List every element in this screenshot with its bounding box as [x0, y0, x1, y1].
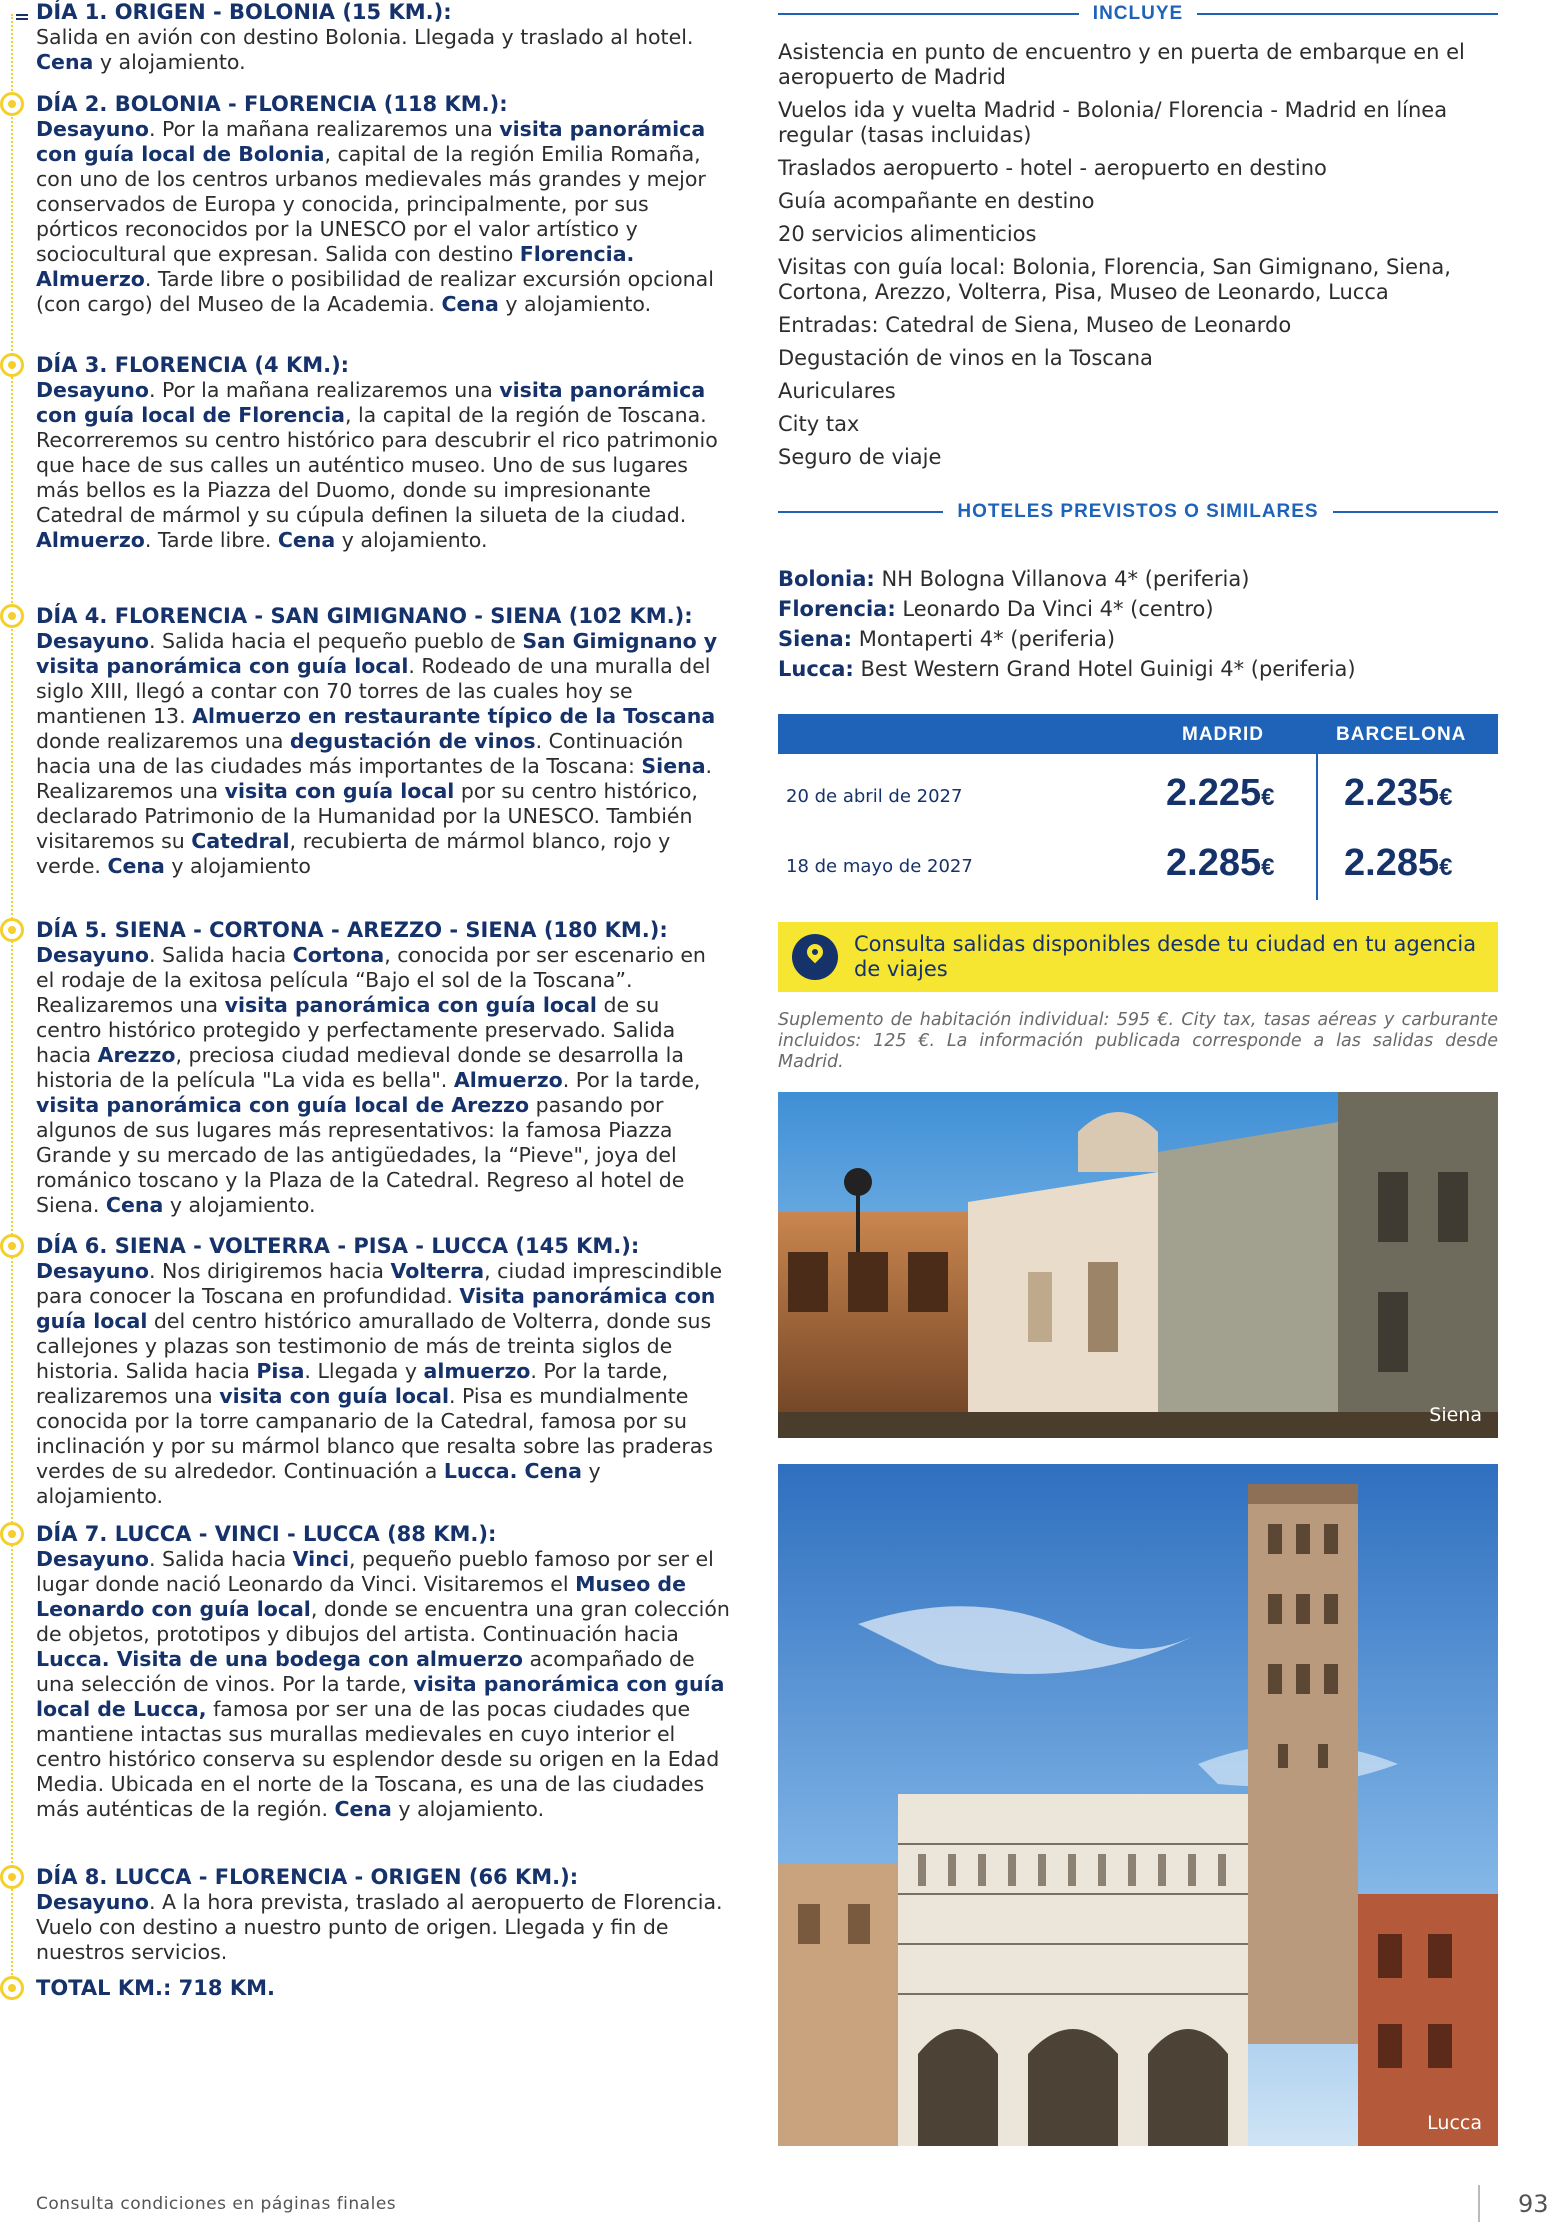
incluye-item: Vuelos ida y vuelta Madrid - Bolonia/ Florencia - Madrid en línea regular (tasas incluidas): [778, 98, 1448, 147]
hotel-row: [778, 564, 1498, 594]
incluye-item: Visitas con guía local: Bolonia, Florencia, San Gimignano, Siena, Cortona, Arezzo, Volterra, Pisa, Museo de Leonardo, Lucca: [778, 255, 1451, 304]
itinerary-day: [0, 604, 730, 879]
siena-photo: [778, 1092, 1498, 1438]
price-row: [778, 836, 1498, 896]
incluye-item: Auriculares: [778, 379, 896, 403]
consulta-text: Consulta salidas disponibles desde tu ciudad en tu agencia de viajes: [854, 932, 1477, 981]
footer-divider: [1478, 2185, 1480, 2222]
hotel-row: [778, 654, 1498, 684]
day-text: Desayuno. Salida hacia Vinci, pequeño pueblo famoso por ser el lugar donde nació Leonardo da Vinci. Visitaremos el Museo de Leonardo con guía local, donde se encuentra una gran colección de objetos, prototipos y dibujos del artista. Continuación hacia Lucca. Visita de una bodega con almuerzo acompañado de una selección de vinos. Por la tarde, visita panorámica con guía local de Lucca, famosa por ser una de las pocas ciudades que mantiene intactas sus murallas medievales en cuyo interior el centro histórico conserva su esplendor desde su origen en la Edad Media. Ubicada en el norte de la Toscana, es una de las ciudades más auténticas de la región. Cena y alojamiento.: [36, 1547, 730, 1821]
timeline-marker-icon: [0, 918, 24, 942]
day-text: Salida en avión con destino Bolonia. Llegada y traslado al hotel. Cena y alojamiento.: [36, 25, 694, 74]
price-madrid: 2.225€: [1166, 772, 1275, 814]
lucca-caption: Lucca: [1427, 2112, 1482, 2134]
timeline-marker-icon: [0, 1976, 24, 2000]
price-date: 20 de abril de 2027: [786, 786, 963, 807]
day-title: TOTAL KM.: 718 KM.: [36, 1976, 275, 2000]
day-text: Desayuno. Salida hacia Cortona, conocida por ser escenario en el rodaje de la exitosa película “Bajo el sol de la Toscana”. Realizaremos una visita panorámica con guía local de su centro histórico protegido y perfectamente preservado. Salida hacia Arezzo, preciosa ciudad medieval donde se desarrolla la historia de la película "La vida es bella". Almuerzo. Por la tarde, visita panorámica con guía local de Arezzo pasando por algunos de sus lugares más representativos: la famosa Piazza Grande y su mercado de las antigüedades, la “Pieve", joya del románico toscano y la Plaza de la Catedral. Regreso al hotel de Siena. Cena y alojamiento.: [36, 943, 706, 1217]
day-title: DÍA 6. SIENA - VOLTERRA - PISA - LUCCA (145 KM.):: [36, 1234, 640, 1258]
price-row: [778, 766, 1498, 826]
itinerary-day: [0, 1976, 730, 2001]
timeline-marker-icon: [0, 1865, 24, 1889]
itinerary-day: [0, 918, 730, 1218]
day-text: Desayuno. Salida hacia el pequeño pueblo de San Gimignano y visita panorámica con guía local. Rodeado de una muralla del siglo XIII, llegó a contar con 70 torres de las cuales hoy se mantienen 13. Almuerzo en restaurante típico de la Toscana donde realizaremos una degustación de vinos. Continuación hacia una de las ciudades más importantes de la Toscana: Siena. Realizaremos una visita con guía local por su centro histórico, declarado Patrimonio de la Humanidad por la UNESCO. También visitaremos su Catedral, recubierta de mármol blanco, rojo y verde. Cena y alojamiento: [36, 629, 718, 878]
itinerary-day: [0, 1865, 730, 1965]
itinerary-day: [0, 0, 730, 75]
hotel-name: Leonardo Da Vinci 4* (centro): [895, 597, 1214, 621]
footer-note: Consulta condiciones en páginas finales: [36, 2194, 397, 2214]
incluye-item: City tax: [778, 412, 860, 436]
hotel-name: Best Western Grand Hotel Guinigi 4* (periferia): [853, 657, 1356, 681]
day-title: DÍA 5. SIENA - CORTONA - AREZZO - SIENA (180 KM.):: [36, 918, 668, 942]
day-text: Desayuno. Por la mañana realizaremos una visita panorámica con guía local de Florencia, la capital de la región de Toscana. Recorreremos su centro histórico para descubrir el rico patrimonio que hace de sus calles un auténtico museo. Uno de sus lugares más bellos es la Piazza del Duomo, donde su impresionante Catedral de mármol y su cúpula definen la silueta de la ciudad. Almuerzo. Tarde libre. Cena y alojamiento.: [36, 378, 718, 552]
timeline-marker-icon: [0, 1522, 24, 1546]
incluye-item: Asistencia en punto de encuentro y en puerta de embarque en el aeropuerto de Madrid: [778, 40, 1465, 89]
incluye-header: [778, 0, 1498, 28]
itinerary-day: [0, 353, 730, 553]
day-title: DÍA 7. LUCCA - VINCI - LUCCA (88 KM.):: [36, 1522, 497, 1546]
price-madrid: 2.285€: [1166, 842, 1275, 884]
consulta-banner: [778, 922, 1498, 992]
siena-caption: Siena: [1429, 1404, 1482, 1426]
day-title: DÍA 4. FLORENCIA - SAN GIMIGNANO - SIENA (102 KM.):: [36, 604, 693, 628]
hotel-city: Siena:: [778, 627, 853, 651]
location-pin-icon: [792, 934, 838, 980]
right-column: [778, 0, 1498, 2134]
hotel-city: Lucca:: [778, 657, 854, 681]
incluye-item: 20 servicios alimenticios: [778, 222, 1037, 246]
incluye-item: Degustación de vinos en la Toscana: [778, 346, 1153, 370]
hotel-city: Bolonia:: [778, 567, 875, 591]
itinerary-day: [0, 1522, 730, 1822]
incluye-item: Seguro de viaje: [778, 445, 942, 469]
hotel-city: Florencia:: [778, 597, 896, 621]
price-barcelona: 2.285€: [1344, 842, 1453, 884]
incluye-heading: INCLUYE: [1092, 3, 1184, 24]
incluye-item: Entradas: Catedral de Siena, Museo de Leonardo: [778, 313, 1292, 337]
col-madrid: MADRID: [1182, 724, 1264, 745]
day-text: Desayuno. Por la mañana realizaremos una visita panorámica con guía local de Bolonia, capital de la región Emilia Romaña, con uno de los centros urbanos medievales más grandes y mejor conservados de Europa y conocida, principalmente, por sus pórticos reconocidos por la UNESCO por el valor artístico y sociocultural que expresan. Salida con destino Florencia. Almuerzo. Tarde libre o posibilidad de realizar excursión opcional (con cargo) del Museo de la Academia. Cena y alojamiento.: [36, 117, 714, 316]
price-barcelona: 2.235€: [1344, 772, 1453, 814]
hotel-name: Montaperti 4* (periferia): [852, 627, 1116, 651]
incluye-item: Guía acompañante en destino: [778, 189, 1095, 213]
hotels-list: [778, 564, 1498, 684]
hoteles-heading: HOTELES PREVISTOS O SIMILARES: [957, 501, 1319, 522]
price-date: 18 de mayo de 2027: [786, 856, 973, 877]
incluye-list: [778, 40, 1498, 470]
day-text: Desayuno. A la hora prevista, traslado al aeropuerto de Florencia. Vuelo con destino a nuestro punto de origen. Llegada y fin de nuestros servicios.: [36, 1890, 723, 1964]
col-barcelona: BARCELONA: [1336, 724, 1467, 745]
lucca-image: [778, 1464, 1498, 2146]
price-table-header: [778, 714, 1498, 754]
price-table: [778, 714, 1498, 900]
siena-image: [778, 1092, 1498, 1438]
day-title: DÍA 3. FLORENCIA (4 KM.):: [36, 353, 350, 377]
timeline-marker-icon: [0, 92, 24, 116]
day-text: Desayuno. Nos dirigiremos hacia Volterra, ciudad imprescindible para conocer la Toscana en profundidad. Visita panorámica con guía local del centro histórico amurallado de Volterra, donde sus callejones y plazas son testimonio de más de treinta siglos de historia. Salida hacia Pisa. Llegada y almuerzo. Por la tarde, realizaremos una visita con guía local. Pisa es mundialmente conocida por la torre campanario de la Catedral, famosa por su inclinación y por su mármol blanco que resalta sobre las praderas verdes de su alrededor. Continuación a Lucca. Cena y alojamiento.: [36, 1259, 723, 1508]
timeline-marker-icon: [0, 353, 24, 377]
day-title: DÍA 2. BOLONIA - FLORENCIA (118 KM.):: [36, 92, 508, 116]
timeline-marker-icon: [0, 604, 24, 628]
timeline-marker-icon: [0, 1234, 24, 1258]
itinerary-day: [0, 92, 730, 317]
suplemento-note: Suplemento de habitación individual: 595 €. City tax, tasas aéreas y carburante incluidos: 125 €. La información publicada corresponde a las salidas desde Madrid.: [778, 1010, 1498, 1072]
itinerary-day: [0, 1234, 730, 1509]
day-title: DÍA 8. LUCCA - FLORENCIA - ORIGEN (66 KM.):: [36, 1865, 579, 1889]
hotel-row: [778, 624, 1498, 654]
lucca-photo: [778, 1464, 1498, 2146]
hotel-row: [778, 594, 1498, 624]
day-title: DÍA 1. ORIGEN - BOLONIA (15 KM.):: [36, 0, 452, 24]
hotel-name: NH Bologna Villanova 4* (periferia): [874, 567, 1250, 591]
hoteles-header: [778, 498, 1498, 526]
incluye-item: Traslados aeropuerto - hotel - aeropuerto en destino: [778, 156, 1327, 180]
page-number: 93: [1518, 2190, 1549, 2218]
